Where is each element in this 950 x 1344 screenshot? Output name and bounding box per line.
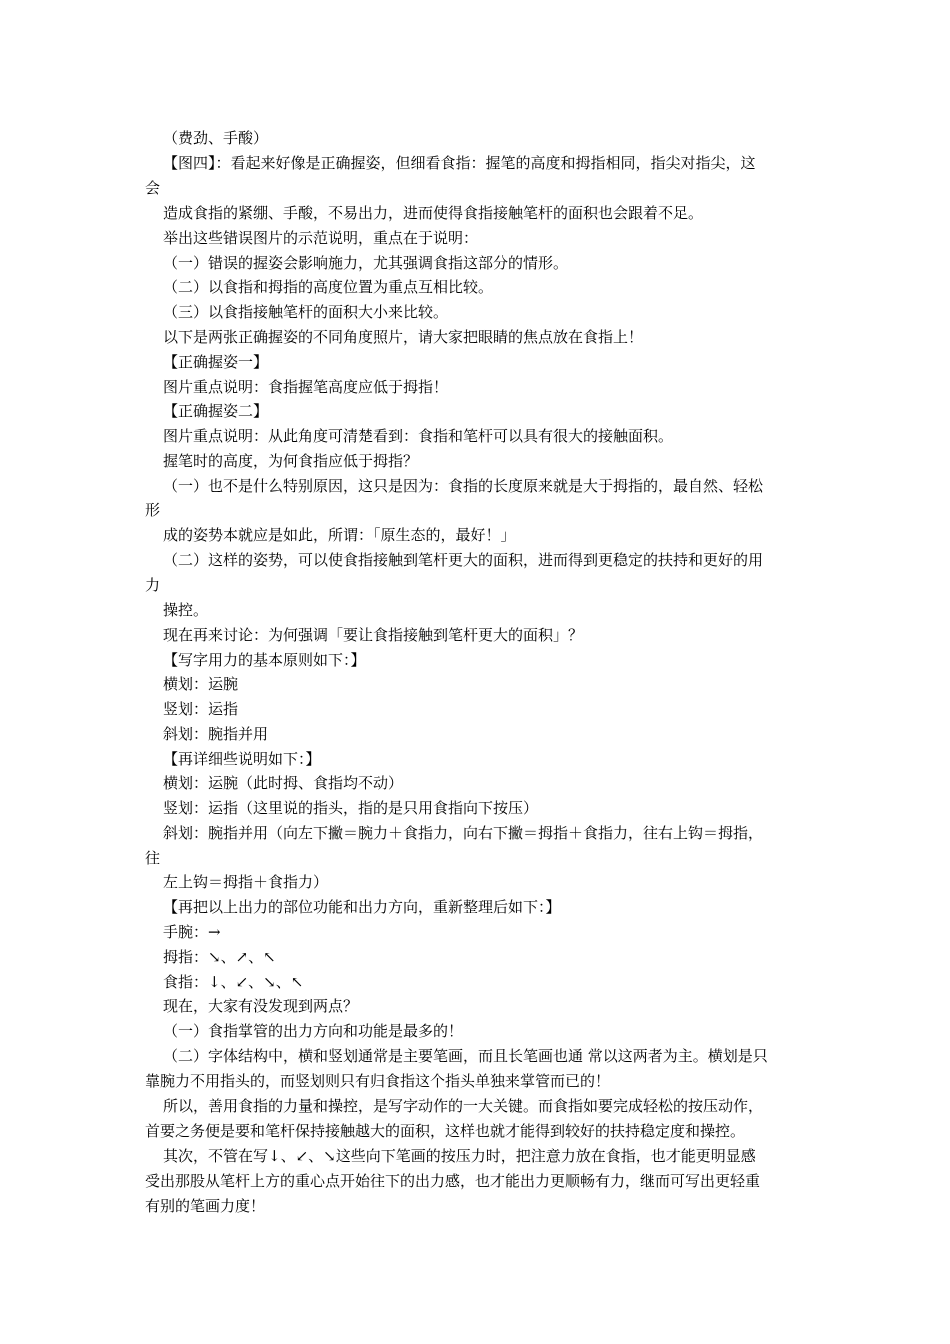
text-line: （费劲、手酸） [163,129,269,147]
text-line: （三）以食指接触笔杆的面积大小来比较。 [163,303,449,321]
text-line: 受出那股从笔杆上方的重心点开始往下的出力感，也才能出力更顺畅有力，继而可写出更轻重 [145,1172,761,1190]
text-line: 会 [145,179,161,197]
text-line: （二）这样的姿势，可以使食指接触到笔杆更大的面积，进而得到更稳定的扶持和更好的用 [163,551,764,569]
text-line: （二）以食指和拇指的高度位置为重点互相比较。 [163,278,494,296]
text-line: 斜划：腕指并用 [163,725,269,743]
text-line: 拇指：↘、↗、↖ [163,948,276,966]
section-heading: 【正确握姿二】 [163,402,269,420]
text-line: 造成食指的紧绷、手酸，不易出力，进而使得食指接触笔杆的面积也会跟着不足。 [163,204,704,222]
text-line: 手腕：→ [163,923,221,941]
text-line: 以下是两张正确握姿的不同角度照片，请大家把眼睛的焦点放在食指上！ [163,328,644,346]
text-line: 横划：运腕 [163,675,239,693]
text-line: 其次，不管在写↓、↙、↘这些向下笔画的按压力时，把注意力放在食指，也才能更明显感 [163,1147,756,1165]
text-line: 竖划：运指（这里说的指头，指的是只用食指向下按压） [163,799,539,817]
text-line: 往 [145,849,161,867]
section-heading: 【再把以上出力的部位功能和出力方向，重新整理后如下：】 [163,898,561,916]
text-line: 形 [145,501,161,519]
text-line: 【图四】：看起来好像是正确握姿，但细看食指：握笔的高度和拇指相同，指尖对指尖，这 [163,154,756,172]
text-line: 现在，大家有没发现到两点？ [163,997,359,1015]
section-heading: 【写字用力的基本原则如下：】 [163,651,366,669]
text-line: （二）字体结构中，横和竖划通常是主要笔画，而且长笔画也通 常以这两者为主。横划是只 [163,1047,768,1065]
text-line: 横划：运腕（此时拇、食指均不动） [163,774,404,792]
text-line: 靠腕力不用指头的，而竖划则只有归食指这个指头单独来掌管而已的！ [145,1072,611,1090]
text-line: 斜划：腕指并用（向左下撇＝腕力＋食指力，向右下撇＝拇指＋食指力，往右上钩＝拇指， [163,824,764,842]
text-line: 成的姿势本就应是如此，所谓：「原生态的，最好！」 [163,526,516,544]
text-line: 所以，善用食指的力量和操控，是写字动作的一大关键。而食指如要完成轻松的按压动作， [163,1097,764,1115]
section-heading: 【正确握姿一】 [163,353,269,371]
text-line: 食指：↓、↙、↘、↖ [163,973,304,991]
text-line: 现在再来讨论：为何强调「要让食指接触到笔杆更大的面积」？ [163,626,584,644]
text-line: 竖划：运指 [163,700,239,718]
text-line: （一）也不是什么特别原因，这只是因为：食指的长度原来就是大于拇指的，最自然、轻松 [163,477,764,495]
text-line: 握笔时的高度，为何食指应低于拇指？ [163,452,419,470]
section-heading: 【再详细些说明如下：】 [163,750,321,768]
text-line: 图片重点说明：从此角度可清楚看到：食指和笔杆可以具有很大的接触面积。 [163,427,674,445]
text-line: 操控。 [163,601,209,619]
text-line: 举出这些错误图片的示范说明，重点在于说明： [163,229,479,247]
text-line: 左上钩＝拇指＋食指力） [163,873,329,891]
text-line: （一）食指掌管的出力方向和功能是最多的！ [163,1022,464,1040]
text-line: 图片重点说明：食指握笔高度应低于拇指！ [163,378,449,396]
text-line: 力 [145,576,161,594]
text-line: （一）错误的握姿会影响施力，尤其强调食指这部分的情形。 [163,254,569,272]
text-line: 有别的笔画力度！ [145,1197,266,1215]
text-line: 首要之务便是要和笔杆保持接触越大的面积，这样也就才能得到较好的扶持稳定度和操控。 [145,1122,746,1140]
